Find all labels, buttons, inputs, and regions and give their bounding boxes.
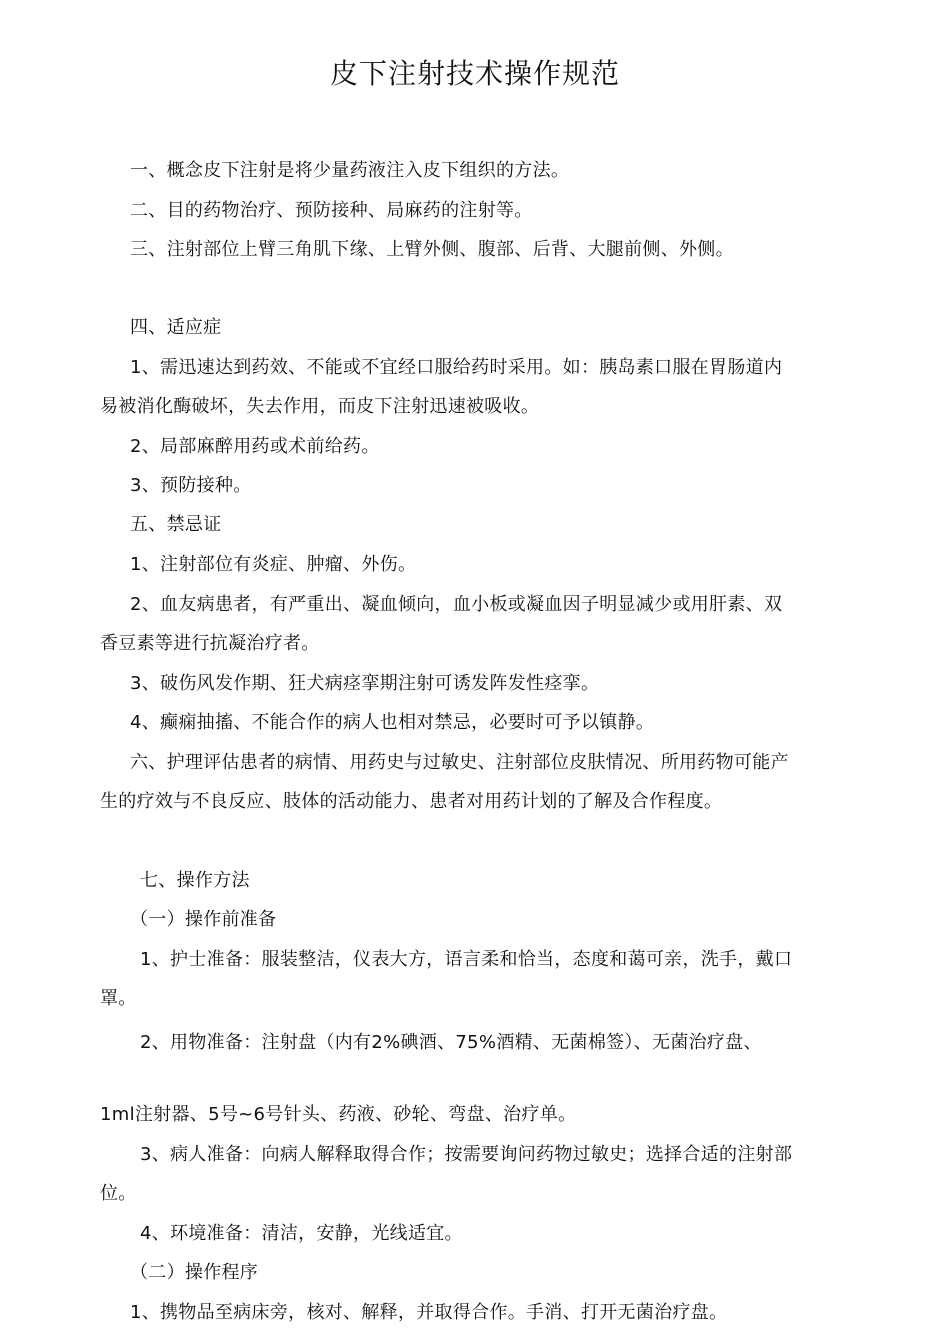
text-line: 1、携物品至病床旁，核对、解释，并取得合作。手消、打开无菌治疗盘。: [130, 1302, 728, 1323]
text-line: 罩。: [100, 988, 137, 1009]
section-heading: 七、操作方法: [140, 870, 250, 891]
document-title: 皮下注射技术操作规范: [329, 57, 620, 90]
text-line: 3、预防接种。: [130, 475, 252, 496]
text-line: 3、病人准备：向病人解释取得合作；按需要询问药物过敏史；选择合适的注射部: [140, 1144, 793, 1165]
text-line: 2、用物准备：注射盘（内有2%碘酒、75%酒精、无菌棉签）、无菌治疗盘、: [140, 1032, 762, 1053]
text-line: 1、护士准备：服装整洁，仪表大方，语言柔和恰当，态度和蔼可亲，洗手，戴口: [140, 949, 793, 970]
text-line: 生的疗效与不良反应、肢体的活动能力、患者对用药计划的了解及合作程度。: [100, 791, 723, 812]
text-line: 1、注射部位有炎症、肿瘤、外伤。: [130, 554, 417, 575]
text-line: 二、目的药物治疗、预防接种、局麻药的注射等。: [130, 200, 533, 221]
text-line: 3、破伤风发作期、狂犬病痉挛期注射可诱发阵发性痉挛。: [130, 673, 600, 694]
text-line: 位。: [100, 1183, 137, 1204]
section-heading: 四、适应症: [130, 317, 222, 338]
text-line: 1ml注射器、5号~6号针头、药液、砂轮、弯盘、治疗单。: [100, 1104, 577, 1125]
subsection-heading: （一）操作前准备: [130, 909, 277, 930]
text-line: 六、护理评估患者的病情、用药史与过敏史、注射部位皮肤情况、所用药物可能产: [130, 752, 789, 773]
subsection-heading: （二）操作程序: [130, 1262, 259, 1283]
text-line: 1、需迅速达到药效、不能或不宜经口服给药时采用。如：胰岛素口服在胃肠道内: [130, 357, 783, 378]
text-line: 4、癫痫抽搐、不能合作的病人也相对禁忌，必要时可予以镇静。: [130, 712, 655, 733]
text-line: 一、概念皮下注射是将少量药液注入皮下组织的方法。: [130, 160, 570, 181]
text-line: 三、注射部位上臂三角肌下缘、上臂外侧、腹部、后背、大腿前侧、外侧。: [130, 239, 734, 260]
text-line: 4、环境准备：清洁，安静，光线适宜。: [140, 1223, 463, 1244]
text-line: 易被消化酶破坏，失去作用，而皮下注射迅速被吸收。: [100, 396, 540, 417]
text-line: 香豆素等进行抗凝治疗者。: [100, 633, 320, 654]
section-heading: 五、禁忌证: [130, 514, 222, 535]
text-line: 2、血友病患者，有严重出、凝血倾向，血小板或凝血因子明显减少或用肝素、双: [130, 594, 783, 615]
text-line: 2、局部麻醉用药或术前给药。: [130, 436, 380, 457]
